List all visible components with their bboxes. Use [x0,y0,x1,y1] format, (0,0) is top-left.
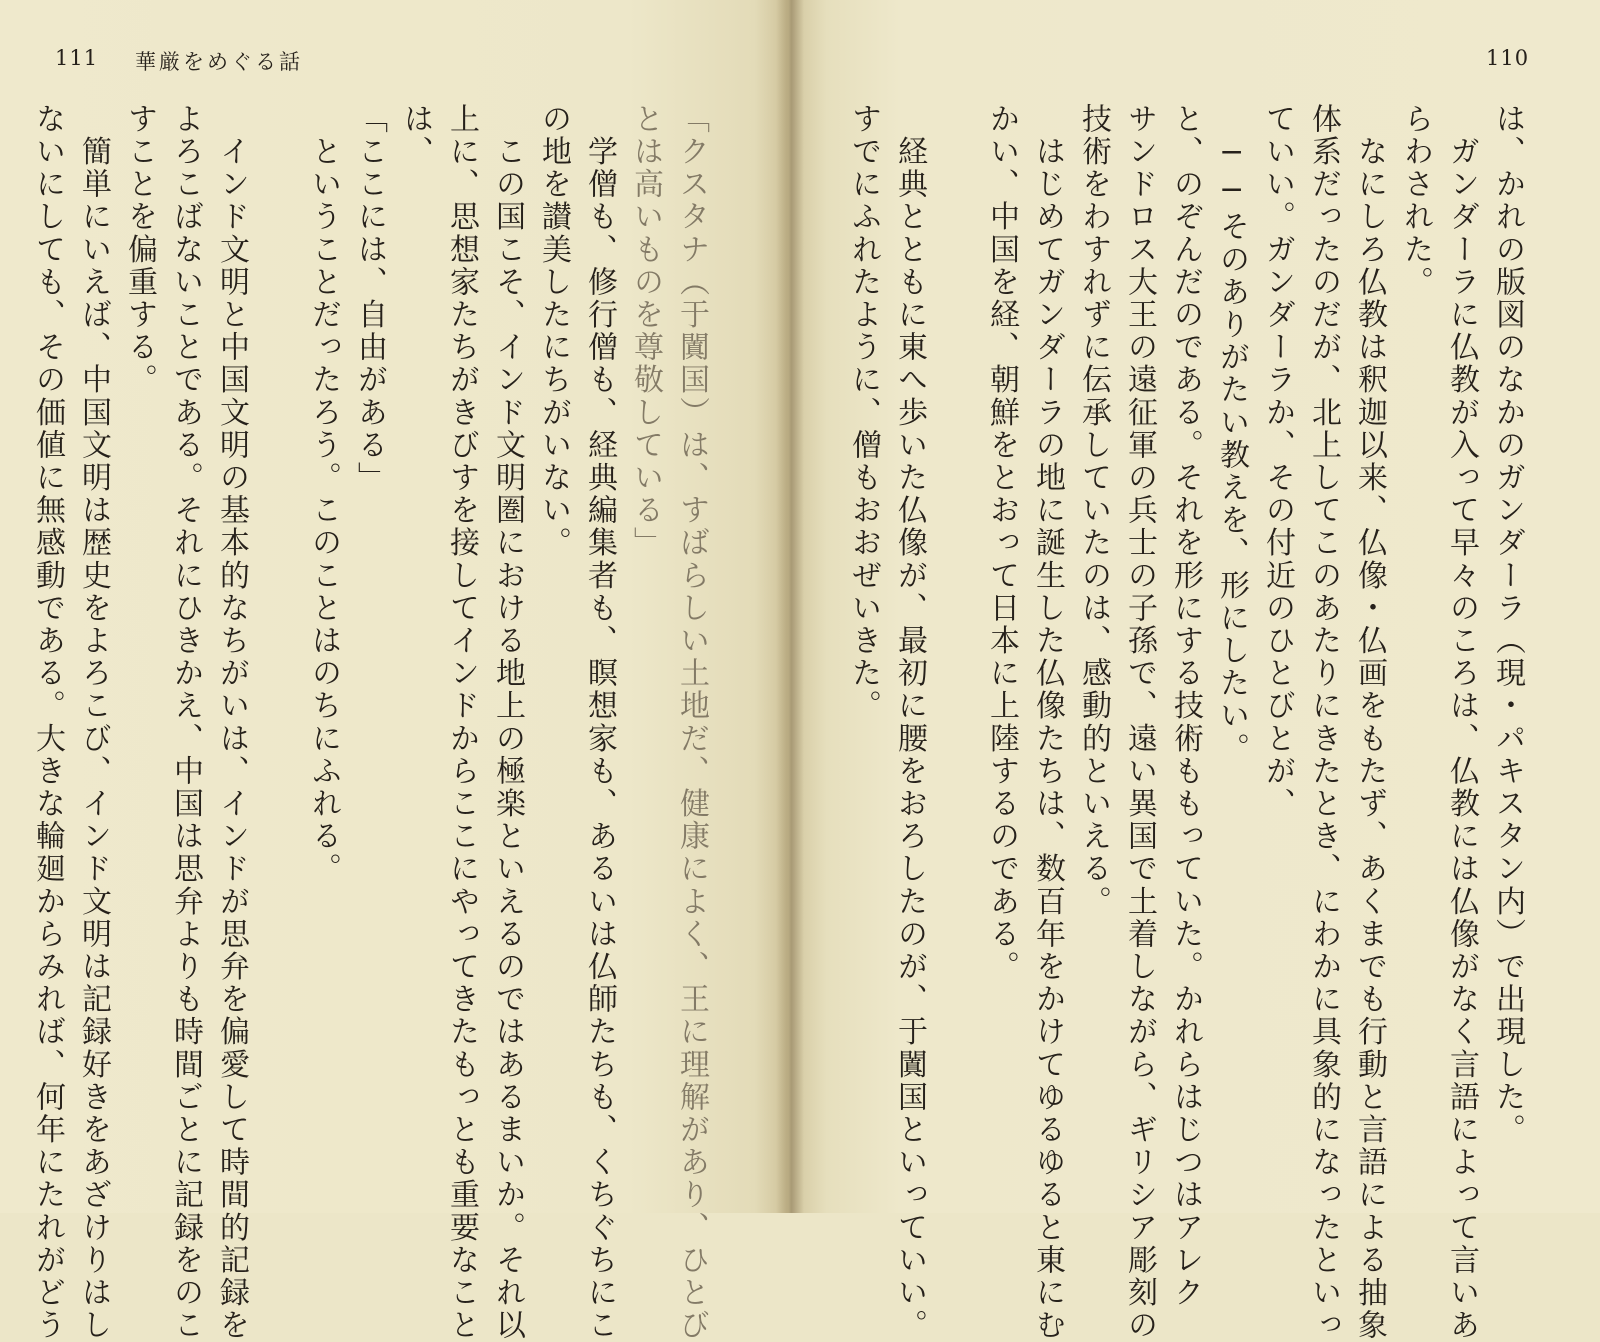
right-page-line: らわされた。 [1398,103,1433,299]
right-page-line: ガンダーラに仏教が入って早々のころは、仏教には仏像がなく言語によって言いあ [1444,103,1479,1342]
left-page-line: 「ここには、自由がある」 [352,103,387,495]
left-page-line: は、 [398,103,433,169]
left-page-number: 111 [55,46,99,70]
right-page-line: かい、中国を経、朝鮮をとおって日本に上陸するのである。 [984,103,1019,984]
left-page-line: インド文明と中国文明の基本的なちがいは、インドが思弁を偏愛して時間的記録を [214,103,249,1342]
right-page-line: はじめてガンダーラの地に誕生した仏像たちは、数百年をかけてゆるゆると東にむ [1030,103,1065,1342]
right-page-line: なにしろ仏教は釈迦以来、仏像・仏画をもたず、あくまでも行動と言語による抽象 [1352,103,1387,1342]
left-page-line: 上に、思想家たちがきびすを接してインドからここにやってきたもっとも重要なこと [444,103,479,1342]
right-page-line: ていい。ガンダーラか、その付近のひとびとが、 [1260,103,1295,821]
right-page-line: 技術をわすれずに伝承していたのは、感動的といえる。 [1076,103,1111,918]
right-page-line: すでにふれたように、僧もおおぜいきた。 [846,103,881,723]
left-page-line: の地を讃美したにちがいない。 [536,103,571,560]
right-page-line: は、かれの版図のなかのガンダーラ（現・パキスタン内）で出現した。 [1490,103,1525,1147]
right-page-line: サンドロス大王の遠征軍の兵士の子孫で、遠い異国で土着しながら、ギリシア彫刻の [1122,103,1157,1342]
left-page-line: ないにしても、その価値に無感動である。大きな輪廻からみれば、何年にたれがどう [30,103,65,1342]
left-page-line: すことを偏重する。 [122,103,157,397]
left-page-line: よろこばないことである。それにひきかえ、中国は思弁よりも時間ごとに記録をのこ [168,103,203,1342]
book-gutter [776,0,804,1213]
left-page-line: 学僧も、修行僧も、経典編集者も、瞑想家も、あるいは仏師たちも、くちぐちにこ [582,103,617,1342]
running-title: 華厳をめぐる話 [135,50,303,74]
left-page-line: とは高いものを尊敬している」 [628,103,663,560]
left-page [0,0,786,1213]
right-page-line: ──そのありがたい教えを、形にしたい。 [1214,103,1249,765]
left-page-line: この国こそ、インド文明圏における地上の極楽といえるのではあるまいか。それ以 [490,103,525,1342]
right-page-number: 110 [1486,46,1530,70]
left-page-line: 「クスタナ（于闐国）は、すばらしい土地だ、健康によく、王に理解があり、ひとび [674,103,709,1342]
right-page-line: 経典とともに東へ歩いた仏像が、最初に腰をおろしたのが、于闐国といっていい。 [892,103,927,1342]
left-page-line: ということだったろう。このことはのちにふれる。 [306,103,341,886]
right-page-line: 体系だったのだが、北上してこのあたりにきたとき、にわかに具象的になったといっ [1306,103,1341,1342]
right-page-line: と、のぞんだのである。それを形にする技術ももっていた。かれらはじつはアレク [1168,103,1203,1310]
left-page-line: 簡単にいえば、中国文明は歴史をよろこび、インド文明は記録好きをあざけりはし [76,103,111,1342]
